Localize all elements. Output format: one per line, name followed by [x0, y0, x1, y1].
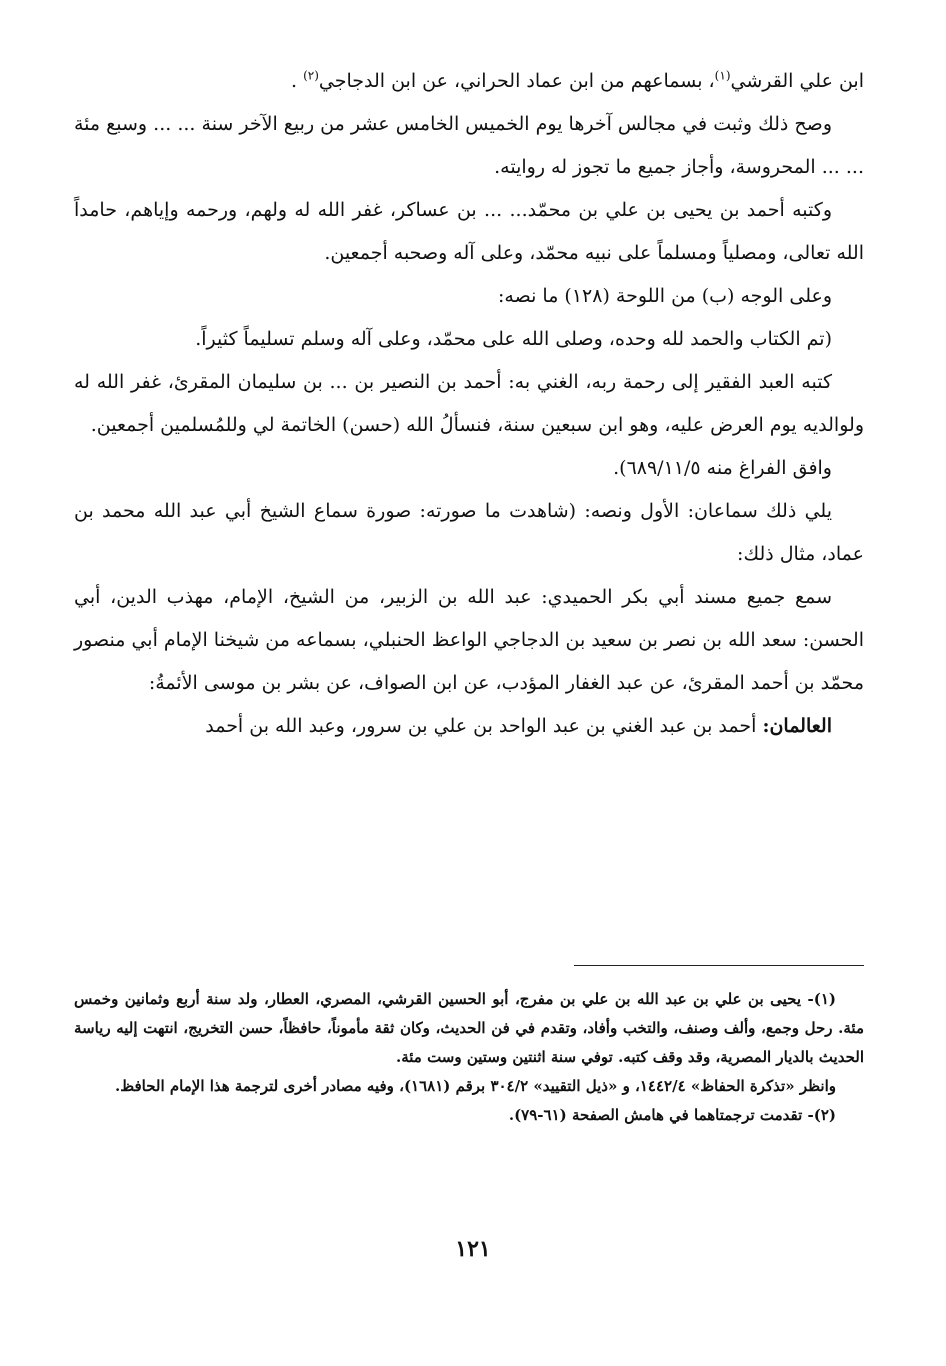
paragraph-1-text-end: . — [290, 70, 304, 92]
paragraph-10 — [74, 705, 864, 748]
footnote-divider — [574, 965, 864, 966]
paragraph-2: وصح ذلك وثبت في مجالس آخرها يوم الخميس الخامس عشر من ربيع الآخر سنة ... ... وسبع مئة ... ... المحروسة، وأجاز جميع ما تجوز له روايته. — [74, 113, 864, 178]
paragraph-1 — [74, 60, 864, 103]
footnote-1: (١)- يحيى بن علي بن عبد الله بن علي بن مفرج، أبو الحسين القرشي، المصري، العطار، ولد سنة أربع وثمانين وخمس مئة. رحل وجمع، وألف وصنف، والتخب وأفاد، وتقدم في فن الحديث، وكان ثقة مأموناً، حافظاً، حسن التخريج، انتهت إليه رياسة الحديث بالديار المصرية، وقد وقف كتبه. توفي سنة اثنتين وستين وست مئة. — [74, 990, 864, 1066]
paragraph-7: وافق الفراغ منه ٦٨٩/١١/٥). — [613, 457, 832, 479]
footnote-1-references: وانظر «تذكرة الحفاظ» ١٤٤٢/٤، و «ذيل التقييد» ٣٠٤/٢ برقم (١٦٨١)، وفيه مصادر أخرى لترجمة هذا الإمام الحافظ. — [115, 1077, 836, 1095]
page-number: ١٢١ — [455, 1236, 491, 1262]
paragraph-8: يلي ذلك سماعان: الأول ونصه: (شاهدت ما صورته: صورة سماع الشيخ أبي عبد الله محمد بن عماد، مثال ذلك: — [74, 500, 864, 565]
paragraph-1-text-middle: ، بسماعهم من ابن عماد الحراني، عن ابن الدجاجي — [318, 70, 715, 92]
paragraph-3: وكتبه أحمد بن يحيى بن علي بن محمّد... ... بن عساكر، غفر الله له ولهم، ورحمه وإياهم، حامداً الله تعالى، ومصلياً ومسلماً على نبيه محمّد، وعلى آله وصحبه أجمعين. — [74, 199, 864, 264]
footnote-2: (٢)- تقدمت ترجمتاهما في هامش الصفحة (٦١-٧٩). — [508, 1106, 836, 1124]
paragraph-9: سمع جميع مسند أبي بكر الحميدي: عبد الله بن الزبير، من الشيخ، الإمام، مهذب الدين، أبي الحسن: سعد الله بن نصر بن سعيد بن الدجاجي الواعظ الحنبلي، بسماعه من شيخنا الإمام أبي منصور محمّد بن أحمد المقرئ، عن عبد الغفار المؤدب، عن ابن الصواف، عن بشر بن موسى الأئمةُ: — [74, 586, 864, 694]
main-text — [74, 60, 864, 748]
paragraph-1-text-start: ابن علي القرشي — [730, 70, 864, 92]
footnote-ref-1[interactable]: (١) — [714, 68, 731, 83]
paragraph-4: وعلى الوجه (ب) من اللوحة (١٢٨) ما نصه: — [498, 285, 832, 307]
paragraph-10-text: أحمد بن عبد الغني بن عبد الواحد بن علي بن سرور، وعبد الله بن أحمد — [205, 715, 763, 737]
footnotes — [74, 985, 864, 1130]
footnote-ref-2[interactable]: (٢) — [303, 68, 319, 83]
paragraph-5: (تم الكتاب والحمد لله وحده، وصلى الله على محمّد، وعلى آله وسلم تسليماً كثيراً. — [195, 328, 832, 350]
page-body — [74, 60, 864, 748]
paragraph-6: كتبه العبد الفقير إلى رحمة ربه، الغني به: أحمد بن النصير بن ... بن سليمان المقرئ، غفر الله له ولوالديه يوم العرض عليه، وهو ابن سبعين سنة، فنسألُ الله (حسن) الخاتمة لي وللمُسلمين أجمعين. — [74, 371, 864, 436]
paragraph-10-lead: العالمان: — [762, 715, 832, 737]
